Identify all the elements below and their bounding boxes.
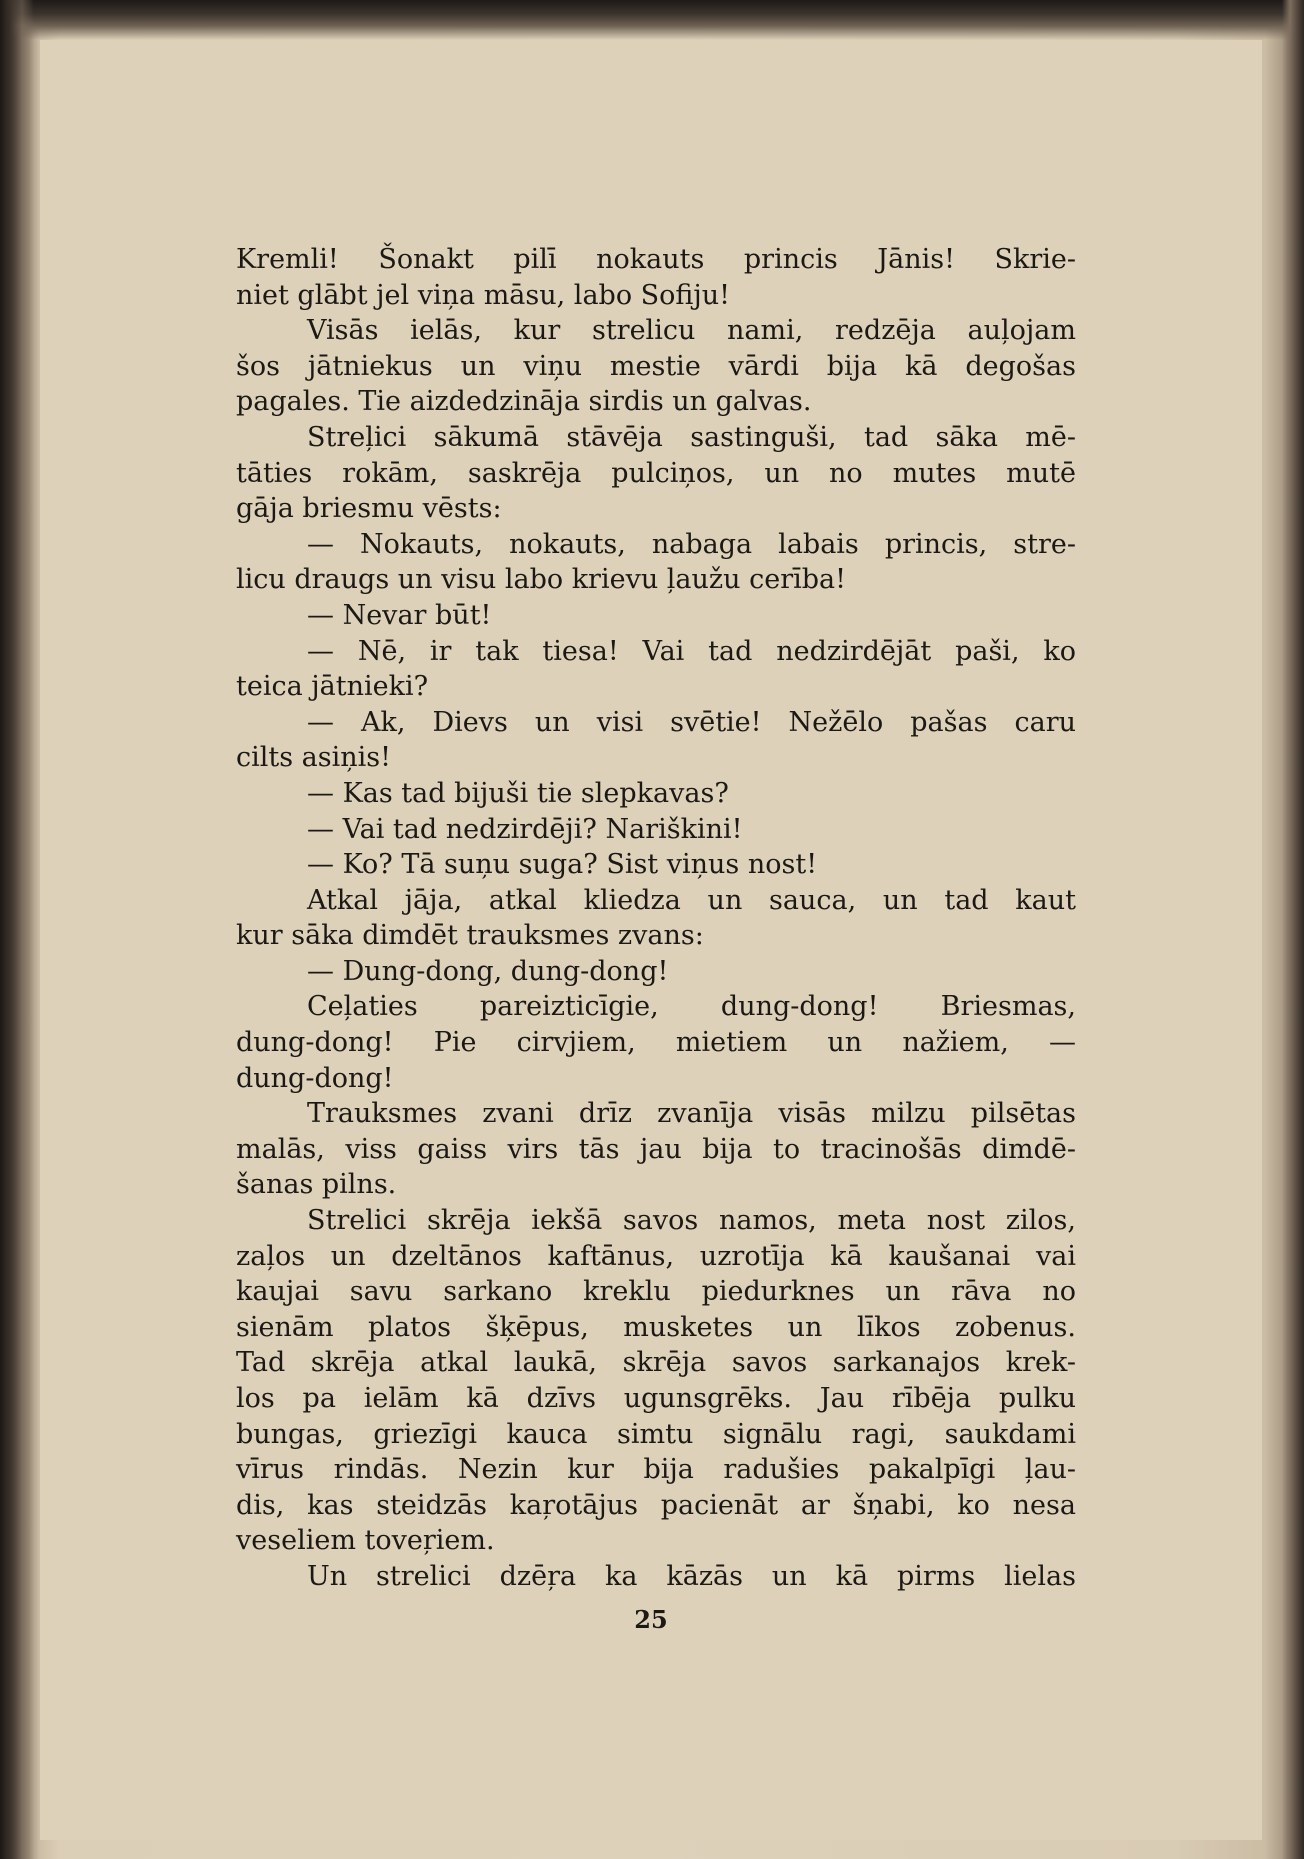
page-number: 25 [634,1605,668,1634]
text-line: — Dung-dong, dung-dong! [307,955,669,987]
text-line: vīrus rindās. Nezin kur bija radušies pakalpīgi ļau- [236,1454,1076,1486]
text-line: kaujai savu sarkano kreklu piedurknes un rāva no [236,1276,1076,1308]
text-line: — Ko? Tā suņu suga? Sist viņus nost! [307,849,818,881]
text-line: pagales. Tie aizdedzināja sirdis un galvas. [236,386,812,418]
text-line: niet glābt jel viņa māsu, labo Sofiju! [236,279,731,311]
text-line: Un strelici dzēŗa ka kāzās un kā pirms lielas [307,1560,1076,1592]
right-page-edge [1282,0,1304,1859]
top-binding-edge [0,0,1304,40]
text-line: šos jātniekus un viņu mestie vārdi bija kā degošas [236,350,1076,382]
text-line: sienām platos šķēpus, musketes un līkos zobenus. [236,1311,1076,1343]
text-line: Tad skrēja atkal laukā, skrēja savos sarkanajos krek- [236,1347,1076,1379]
text-line: tāties rokām, saskrēja pulciņos, un no mutes mutē [236,457,1076,489]
page-paper [40,40,1262,1840]
text-line: Atkal jāja, atkal kliedza un sauca, un tad kaut [307,884,1076,916]
text-line: Kremli! Šonakt pilī nokauts princis Jānis! Skrie- [236,244,1076,275]
text-line: — Nē, ir tak tiesa! Vai tad nedzirdējāt paši, ko [307,635,1076,667]
text-line: Ceļaties pareizticīgie, dung-dong! Briesmas, [307,991,1076,1023]
text-line: — Nokauts, nokauts, nabaga labais princis, stre- [307,528,1076,560]
text-line: dung-dong! [236,1062,394,1094]
text-line: — Nevar būt! [307,599,492,631]
text-line: — Kas tad bijuši tie slepkavas? [307,777,729,809]
body-text [236,242,1076,1595]
text-line: dung-dong! Pie cirvjiem, mietiem un nažiem, — [236,1027,1076,1059]
text-line: teica jātnieki? [236,671,429,703]
text-line: cilts asiņis! [236,742,391,774]
text-line: veseliem toveŗiem. [236,1525,495,1557]
text-line: Streļici sākumā stāvēja sastinguši, tad sāka mē- [307,421,1076,453]
text-line: šanas pilns. [236,1169,397,1201]
text-line: kur sāka dimdēt trauksmes zvans: [236,920,704,952]
text-line: Trauksmes zvani drīz zvanīja visās milzu pilsētas [307,1098,1076,1130]
left-binding-edge [0,0,34,1859]
text-line: Visās ielās, kur strelicu nami, redzēja auļojam [307,315,1076,347]
text-line: Strelici skrēja iekšā savos namos, meta nost zilos, [307,1205,1076,1237]
text-line: los pa ielām kā dzīvs ugunsgrēks. Jau rībēja pulku [236,1383,1076,1414]
text-line: gāja briesmu vēsts: [236,493,502,525]
text-line: — Ak, Dievs un visi svētie! Nežēlo pašas caru [307,706,1076,738]
text-line: zaļos un dzeltānos kaftānus, uzrotīja kā kaušanai vai [236,1240,1076,1272]
text-line: — Vai tad nedzirdēji? Nariškini! [307,813,743,845]
text-line: licu draugs un visu labo krievu ļaužu cerība! [236,564,846,596]
text-line: dis, kas steidzās kaŗotājus pacienāt ar šņabi, ko nesa [236,1489,1076,1521]
text-line: malās, viss gaiss virs tās jau bija to tracinošās dimdē- [236,1133,1076,1165]
text-line: bungas, griezīgi kauca simtu signālu ragi, saukdami [236,1418,1076,1450]
